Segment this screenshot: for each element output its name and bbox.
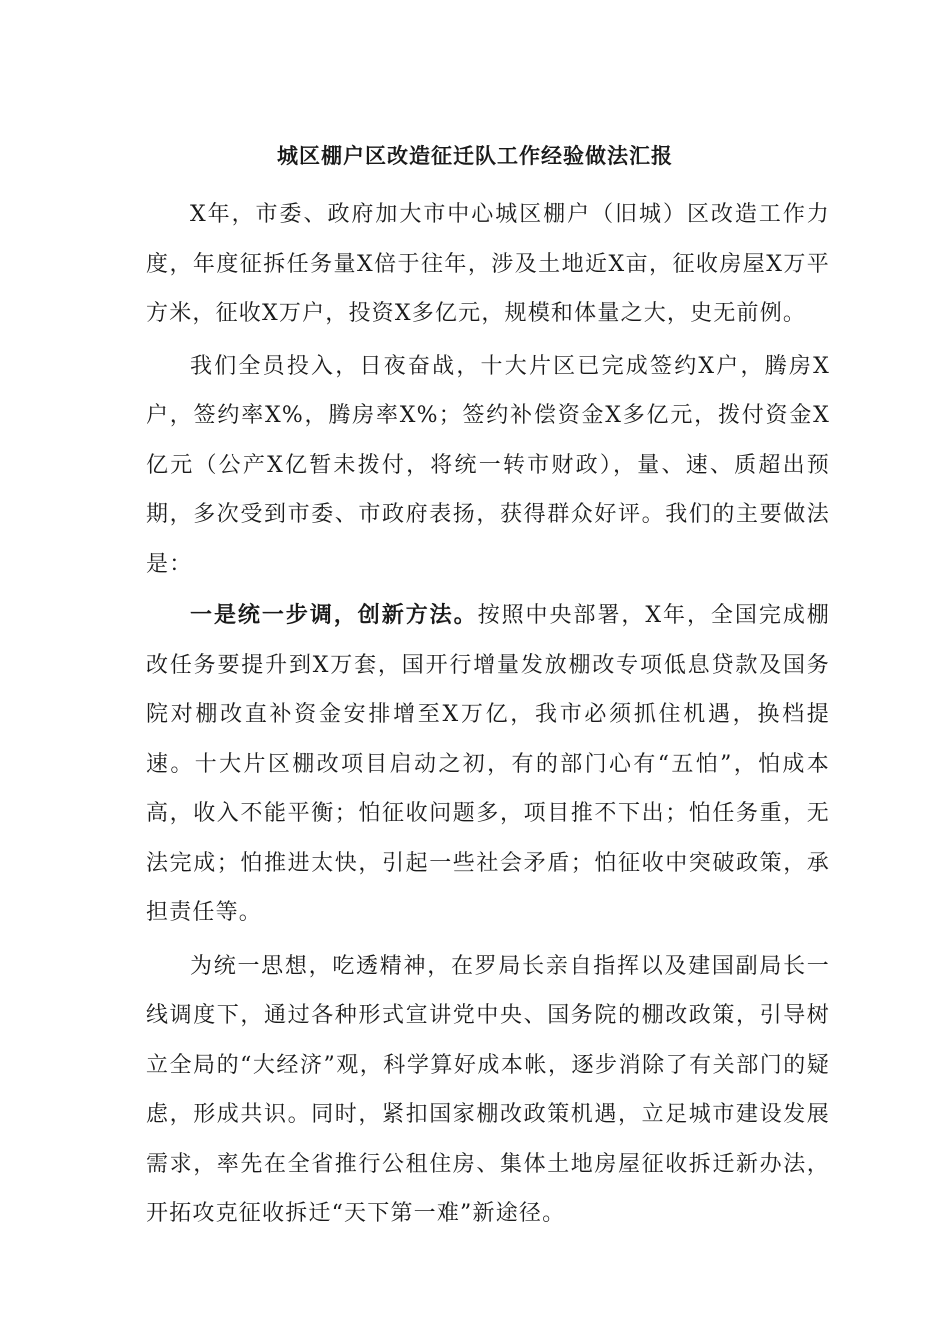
document-title: 城区棚户区改造征迁队工作经验做法汇报 <box>277 143 673 168</box>
paragraph-1-text: X年，市委、政府加大市中心城区棚户（旧城）区改造工作力度，年度征拆任务量X倍于往年，涉及土地近X亩，征收房屋X万平方米，征收X万户，投资X多亿元，规模和体量之大，史无前例。 <box>146 202 830 326</box>
paragraph-2-text: 我们全员投入，日夜奋战，十大片区已完成签约X户，腾房X户，签约率X%，腾房率X%；签约补偿资金X多亿元，拨付资金X亿元（公产X亿暂未拨付，将统一转市财政），量、速、质超出预期，多次受到市委、市政府表扬，获得群众好评。我们的主要做法是： <box>146 353 830 577</box>
paragraph-3-lead: 一是统一步调，创新方法。 <box>190 602 478 628</box>
document-body <box>146 190 830 1239</box>
paragraph-2 <box>146 342 830 590</box>
paragraph-3-text: 按照中央部署，X年，全国完成棚改任务要提升到X万套，国开行增量发放棚改专项低息贷款及国务院对棚改直补资金安排增至X万亿，我市必须抓住机遇，换档提速。十大片区棚改项目启动之初，有的部门心有“五怕”，怕成本高，收入不能平衡；怕征收问题多，项目推不下出；怕任务重，无法完成；怕推进太快，引起一些社会矛盾；怕征收中突破政策，承担责任等。 <box>146 603 830 925</box>
paragraph-1 <box>146 190 830 339</box>
paragraph-4 <box>146 942 830 1239</box>
paragraph-3 <box>146 591 830 938</box>
paragraph-4-text: 为统一思想，吃透精神，在罗局长亲自指挥以及建国副局长一线调度下，通过各种形式宣讲党中央、国务院的棚改政策，引导树立全局的“大经济”观，科学算好成本帐，逐步消除了有关部门的疑虑，形成共识。同时，紧扣国家棚改政策机遇，立足城市建设发展需求，率先在全省推行公租住房、集体土地房屋征收拆迁新办法，开拓攻克征收拆迁“天下第一难”新途径。 <box>146 953 830 1226</box>
